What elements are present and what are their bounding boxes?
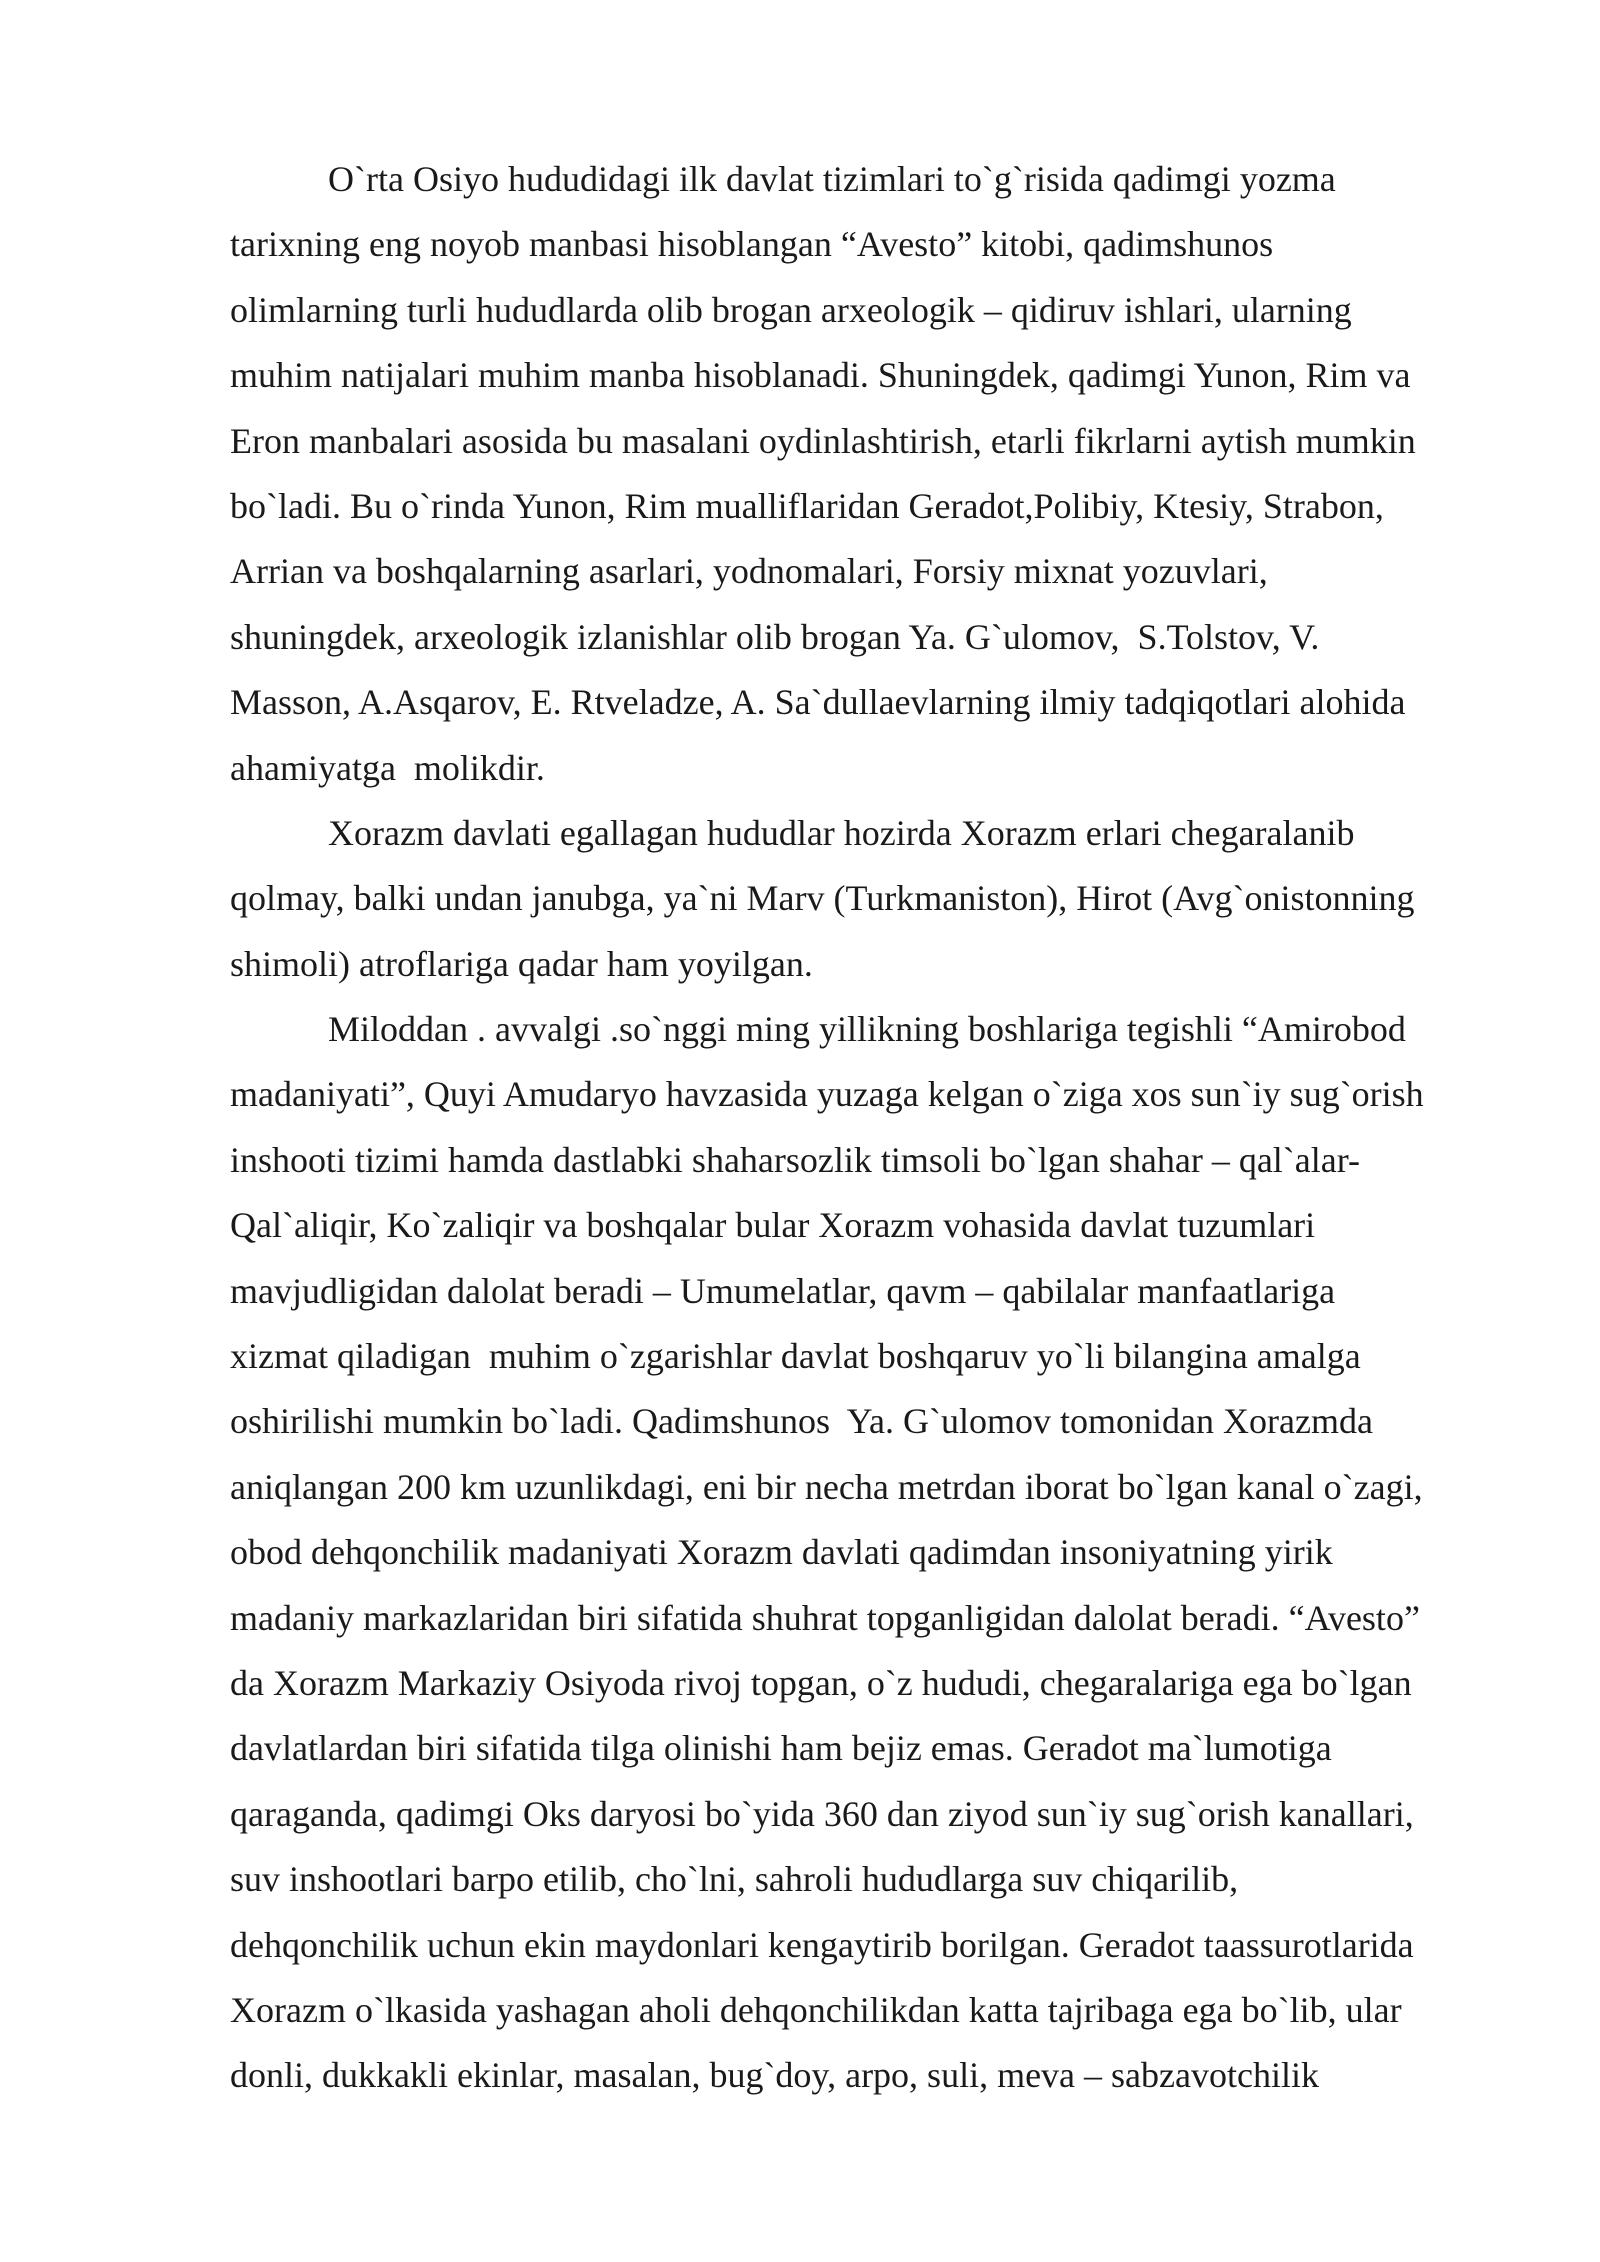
text-line: xizmat qiladigan muhim o`zgarishlar davlat boshqaruv yo`li bilangina amalga <box>230 1336 1361 1377</box>
text-line: inshooti tizimi hamda dastlabki shaharsozlik timsoli bo`lgan shahar – qal`alar- <box>230 1139 1361 1180</box>
text-line: shuningdek, arxeologik izlanishlar olib brogan Ya. G`ulomov, S.Tolstov, V. <box>230 616 1320 657</box>
text-line: shimoli) atroflariga qadar ham yoyilgan. <box>230 943 813 984</box>
text-line: davlatlardan biri sifatida tilga olinishi ham bejiz emas. Geradot ma`lumotiga <box>230 1728 1332 1769</box>
text-line: O`rta Osiyo hududidagi ilk davlat tizimlari to`g`risida qadimgi yozma <box>328 159 1336 199</box>
text-line: madaniy markazlaridan biri sifatida shuhrat topganligidan dalolat beradi. “Avesto” <box>230 1597 1420 1638</box>
text-line: Eron manbalari asosida bu masalani oydinlashtirish, etarli fikrlarni aytish mumkin <box>230 420 1416 461</box>
text-line: Qal`aliqir, Ko`zaliqir va boshqalar bular Xorazm vohasida davlat tuzumlari <box>230 1205 1316 1246</box>
text-line: olimlarning turli hududlarda olib brogan arxeologik – qidiruv ishlari, ularning <box>230 289 1352 330</box>
text-line: Miloddan . avvalgi .so`nggi ming yillikning boshlariga tegishli “Amirobod <box>328 1009 1406 1050</box>
text-line: da Xorazm Markaziy Osiyoda rivoj topgan, o`z hududi, chegaralariga ega bo`lgan <box>230 1662 1412 1703</box>
text-line: mavjudligidan dalolat beradi – Umumelatlar, qavm – qabilalar manfaatlariga <box>230 1270 1336 1311</box>
text-line: madaniyati”, Quyi Amudaryo havzasida yuzaga kelgan o`ziga xos sun`iy sug`orish <box>230 1074 1424 1115</box>
text-line: oshirilishi mumkin bo`ladi. Qadimshunos Ya. G`ulomov tomonidan Xorazmda <box>230 1401 1373 1442</box>
text-line: donli, dukkakli ekinlar, masalan, bug`doy, arpo, suli, meva – sabzavotchilik <box>230 2055 1319 2096</box>
text-line: qolmay, balki undan janubga, ya`ni Marv (Turkmaniston), Hirot (Avg`onistonning <box>230 878 1415 919</box>
text-line: ahamiyatga molikdir. <box>230 747 545 788</box>
text-line: suv inshootlari barpo etilib, cho`lni, sahroli hududlarga suv chiqarilib, <box>230 1859 1239 1900</box>
text-line: bo`ladi. Bu o`rinda Yunon, Rim mualliflaridan Geradot,Polibiy, Ktesiy, Strabon, <box>230 485 1384 526</box>
text-line: aniqlangan 200 km uzunlikdagi, eni bir necha metrdan iborat bo`lgan kanal o`zagi, <box>230 1466 1423 1507</box>
text-line: qaraganda, qadimgi Oks daryosi bo`yida 360 dan ziyod sun`iy sug`orish kanallari, <box>230 1793 1414 1834</box>
text-line: obod dehqonchilik madaniyati Xorazm davlati qadimdan insoniyatning yirik <box>230 1532 1333 1573</box>
text-line: Masson, A.Asqarov, E. Rtveladze, A. Sa`dullaevlarning ilmiy tadqiqotlari alohida <box>230 682 1406 723</box>
text-line: Xorazm o`lkasida yashagan aholi dehqonchilikdan katta tajribaga ega bo`lib, ular <box>230 1989 1402 2030</box>
text-line: dehqonchilik uchun ekin maydonlari kengaytirib borilgan. Geradot taassurotlarida <box>230 1924 1414 1965</box>
body-text <box>230 147 1500 2109</box>
text-line: Xorazm davlati egallagan hududlar hozirda Xorazm erlari chegaralanib <box>328 812 1355 853</box>
text-line: Arrian va boshqalarning asarlari, yodnomalari, Forsiy mixnat yozuvlari, <box>230 551 1268 592</box>
text-line: tarixning eng noyob manbasi hisoblangan “Avesto” kitobi, qadimshunos <box>230 224 1274 265</box>
text-line: muhim natijalari muhim manba hisoblanadi. Shuningdek, qadimgi Yunon, Rim va <box>230 355 1411 396</box>
